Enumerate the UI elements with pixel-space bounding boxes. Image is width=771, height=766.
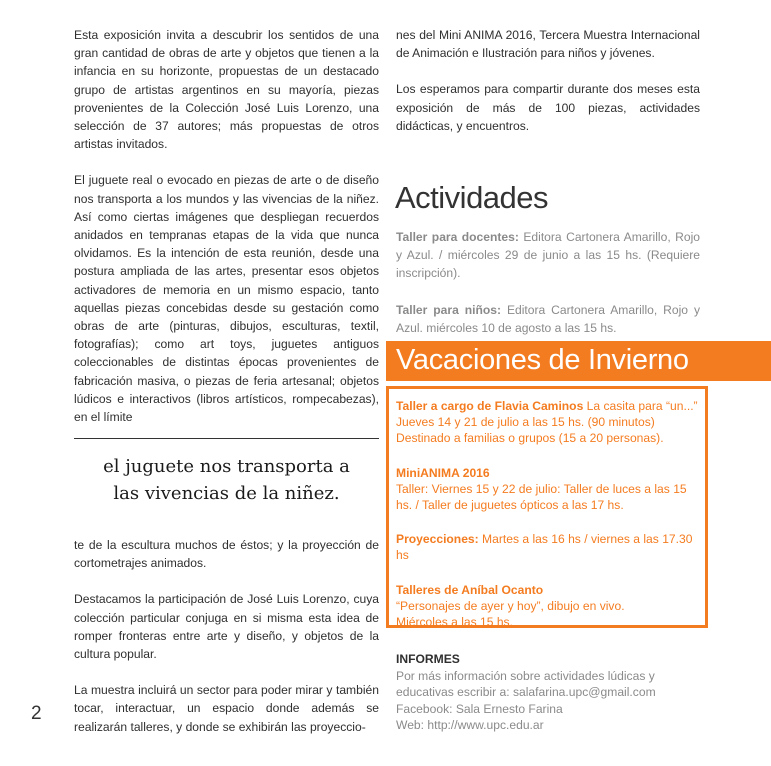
- actividades-heading: Actividades: [395, 180, 549, 215]
- vacaciones-item-heading: [396, 531, 702, 563]
- vacaciones-item-line: “Personajes de ayer y hoy”, dibujo en vivo.: [396, 598, 625, 613]
- informes-line: Por más información sobre actividades lúdicas y educativas escribir a: salafarina.upc@gmail.com: [396, 668, 656, 699]
- vacaciones-banner: [386, 341, 771, 381]
- vacaciones-item-line: Miércoles a las 15 hs.: [396, 615, 513, 630]
- informes-title: INFORMES: [396, 652, 460, 666]
- activities-list: [396, 228, 700, 355]
- page-number: 2: [31, 703, 42, 724]
- vacaciones-item-title: Taller a cargo de Flavia Caminos: [396, 399, 584, 413]
- vacaciones-item-heading: [396, 582, 702, 598]
- body-paragraph: nes del Mini ANIMA 2016, Tercera Muestra Internacional de Animación e Ilustración para niños y jóvenes.: [396, 28, 700, 61]
- vacaciones-heading: Vacaciones de Invierno: [396, 344, 689, 376]
- vacaciones-item-title: Proyecciones:: [396, 532, 479, 547]
- vacaciones-item-title: MiniANIMA 2016: [396, 465, 490, 480]
- body-paragraph: La muestra incluirá un sector para poder mirar y también tocar, interactuar, un espacio donde además se realizarán talleres, y donde se exhibirán las proyeccio-: [74, 683, 379, 734]
- pullquote: el juguete nos transporta a las vivencias de la niñez.: [103, 456, 350, 504]
- vacaciones-item-subtitle: Martes a las 16 hs / viernes a las 17.30 hs: [396, 532, 693, 563]
- vacaciones-item: [396, 398, 702, 447]
- vacaciones-item: [396, 465, 702, 514]
- body-paragraph: El juguete real o evocado en piezas de arte o de diseño nos transporta a los mundos y las vivencias de la niñez. Así como ciertas imágenes que despliegan recuerdos anidados en tempranas etapas de la vida que nunca olvidamos. Es la intención de esta reunión, desde una postura ampliada de las artes, presentar esos objetos activadores de memoria en un mismo espacio, tanto aquellas piezas concebidas desde su gestación como obras de arte (pinturas, dibujos, esculturas, textil, fotografías); como art toys, juguetes antiguos coleccionables de distintas épocas provenientes de fabricación masiva, o piezas de feria artesanal; objetos lúdicos e interactivos (libros artísticos, rompecabezas), en el límite: [74, 173, 379, 425]
- intro-paragraph: Esta exposición invita a descubrir los sentidos de una gran cantidad de obras de arte y objetos que tienen a la infancia en su horizonte, propuestas de un destacado grupo de artistas argentinos en su mayoría, piezas provenientes de la Colección José Luis Lorenzo, una selección de 37 autores; más propuestas de otros artistas invitados.: [74, 28, 379, 152]
- vacaciones-item: [396, 582, 702, 631]
- vacaciones-item: [396, 531, 702, 563]
- informes-block: [396, 651, 700, 734]
- activity-text: Editora Cartonera Amarillo, Rojo y Azul. / miércoles 29 de junio a las 15 hs. (Requiere inscripción).: [396, 230, 700, 281]
- activity-text: Editora Cartonera Amarillo, Rojo y Azul. miércoles 10 de agosto a las 15 hs.: [396, 302, 700, 335]
- activity-label: Taller para niños:: [396, 302, 502, 317]
- pullquote-block: [74, 438, 379, 517]
- vacaciones-item-heading: [396, 398, 702, 414]
- body-paragraph: te de la escultura muchos de éstos; y la proyección de cortometrajes animados.: [74, 538, 379, 571]
- vacaciones-item-heading: [396, 465, 702, 481]
- activity-label: Taller para docentes:: [396, 230, 519, 244]
- activity-item: [396, 228, 700, 283]
- body-paragraph: Los esperamos para compartir durante dos meses esta exposición de más de 100 piezas, actividades didácticas, y encuentros.: [396, 82, 700, 133]
- left-column-continued: [74, 536, 379, 754]
- vacaciones-item-line: Taller: Viernes 15 y 22 de julio: Taller de luces a las 15 hs. / Taller de juguetes ópticos a las 17 hs.: [396, 481, 687, 513]
- vacaciones-content: [396, 398, 702, 648]
- left-column: [74, 26, 379, 444]
- right-column: [396, 26, 700, 153]
- activity-item: [396, 301, 700, 337]
- body-paragraph: Destacamos la participación de José Luis Lorenzo, cuya colección particular conjuga en si misma esta idea de romper fronteras entre arte y diseño, y objetos de la cultura popular.: [74, 592, 379, 662]
- informes-facebook: Facebook: Sala Ernesto Farina: [396, 701, 563, 716]
- vacaciones-item-title: Talleres de Aníbal Ocanto: [396, 582, 544, 597]
- vacaciones-item-line: Destinado a familias o grupos (15 a 20 personas).: [396, 431, 664, 446]
- informes-web: Web: http://www.upc.edu.ar: [396, 718, 544, 732]
- vacaciones-item-subtitle: La casita para “un...”: [583, 399, 698, 413]
- vacaciones-item-line: Jueves 14 y 21 de julio a las 15 hs. (90 minutos): [396, 415, 655, 430]
